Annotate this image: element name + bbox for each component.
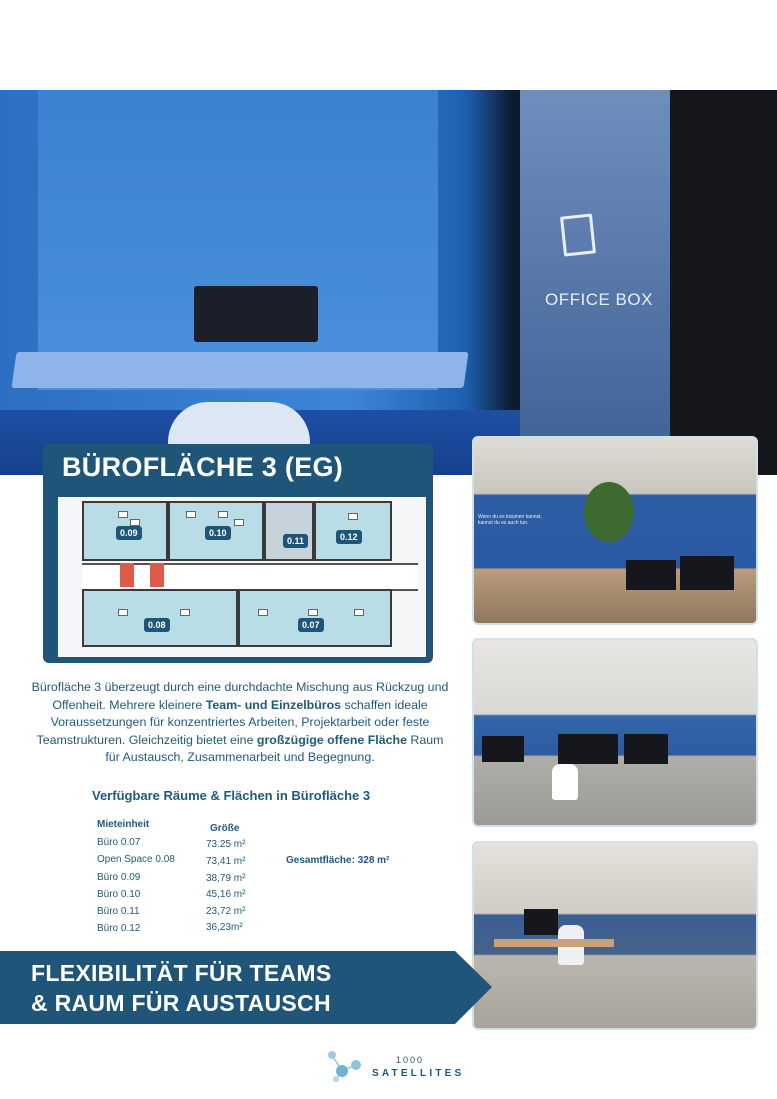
plant [584, 482, 634, 542]
wall-quote: Wenn du es träumen kannst, kannst du es auch tun. [478, 514, 542, 526]
room-label-0-10: 0.10 [205, 526, 231, 540]
desk [118, 511, 128, 518]
office-photo-2 [472, 638, 758, 827]
intro-bold-2: großzügige offene Fläche [256, 732, 407, 747]
floorplan-title: BÜROFLÄCHE 3 (EG) [62, 452, 344, 482]
row-unit: Büro 0.12 [97, 923, 141, 934]
office-photo-1 [472, 436, 758, 625]
row-unit: Büro 0.10 [97, 889, 141, 900]
rooms-heading: Verfügbare Räume & Flächen in Bürofläche 3 [92, 788, 371, 803]
hero-wall [38, 90, 438, 390]
office-box-sign: OFFICE BOX [545, 290, 653, 309]
col-header-unit: Mieteinheit [97, 819, 150, 830]
monitor [482, 736, 524, 762]
monitor [624, 734, 668, 764]
row-size: 73.25 m² [206, 839, 246, 850]
room-label-0-07: 0.07 [298, 618, 324, 632]
desk [308, 609, 318, 616]
hero-dark-wall [670, 90, 777, 475]
row-unit: Büro 0.07 [97, 837, 141, 848]
monitor [524, 909, 558, 935]
intro-text-3: Raum für Austausch, Zusammenarbeit und Begegnung. [105, 732, 444, 765]
hero-photo [0, 90, 777, 475]
desk [218, 511, 228, 518]
desk [130, 519, 140, 526]
office-box-icon [560, 213, 596, 256]
logo-number: 1000 [396, 1055, 425, 1065]
desk [494, 939, 614, 947]
monitor [626, 560, 676, 590]
intro-text-2: schaffen ideale Voraussetzungen für konzentriertes Arbeiten, Projektarbeit oder feste Teamstrukturen. Gleichzeitig bietet eine [36, 697, 430, 747]
room-label-0-12: 0.12 [336, 530, 362, 544]
satellites-logo-icon [322, 1046, 366, 1084]
room-label-0-11: 0.11 [283, 534, 308, 548]
floorplan-wc-1 [120, 563, 134, 587]
logo-name: SATELLITES [372, 1068, 465, 1079]
intro-bold-1: Team- und Einzelbüros [205, 697, 342, 712]
hero-monitor [194, 286, 318, 342]
row-unit: Open Space 0.08 [97, 854, 175, 865]
row-size: 45,16 m² [206, 889, 246, 900]
col-header-size: Größe [210, 823, 240, 834]
room-label-0-08: 0.08 [144, 618, 170, 632]
desk [118, 609, 128, 616]
desk [180, 609, 190, 616]
row-size: 23,72 m² [206, 906, 246, 917]
row-unit: Büro 0.11 [97, 906, 140, 917]
desk [258, 609, 268, 616]
total-area: Gesamtfläche: 328 m² [286, 855, 390, 866]
monitor [680, 556, 734, 590]
room-label-0-09: 0.09 [116, 526, 142, 540]
row-size: 36,23m² [206, 922, 243, 933]
office-photo-3 [472, 841, 758, 1030]
row-size: 38,79 m² [206, 873, 246, 884]
row-size: 73,41 m² [206, 856, 246, 867]
hero-desk [11, 352, 468, 388]
office-box-door [520, 90, 675, 475]
headline [31, 958, 331, 1018]
headline-line-2: & RAUM FÜR AUSTAUSCH [31, 990, 331, 1016]
intro-text-1: Bürofläche 3 überzeugt durch eine durchdachte Mischung aus Rückzug und Offenheit. Mehrere kleinere [31, 680, 449, 712]
office-chair [552, 764, 578, 800]
floorplan-wc-2 [150, 563, 164, 587]
monitor [558, 734, 618, 764]
floorplan [58, 497, 426, 657]
desk [348, 513, 358, 520]
row-unit: Büro 0.09 [97, 872, 141, 883]
room-0-11 [264, 501, 314, 561]
intro-paragraph [30, 679, 450, 767]
desk [354, 609, 364, 616]
desk [186, 511, 196, 518]
desk [234, 519, 244, 526]
headline-line-1: FLEXIBILITÄT FÜR TEAMS [31, 960, 332, 986]
